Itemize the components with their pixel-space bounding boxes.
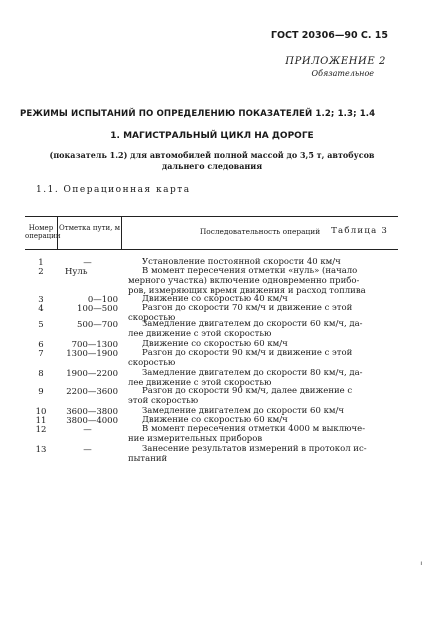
row-path-mark: 0—100 bbox=[87, 295, 118, 305]
row-operation-line: В момент пересечения отметки 4000 м выключе- bbox=[142, 424, 366, 434]
section-description-line-2: дальнего следования bbox=[161, 161, 263, 171]
row-number: 9 bbox=[38, 387, 44, 397]
standard-header: ГОСТ 20306—90 С. 15 bbox=[270, 30, 388, 41]
row-number: 10 bbox=[35, 407, 47, 417]
row-number: 3 bbox=[38, 295, 44, 305]
table-caption: Таблица 3 bbox=[331, 226, 388, 236]
row-path-mark: 2200—3600 bbox=[66, 387, 118, 397]
row-operation bbox=[128, 266, 394, 296]
row-number: 2 bbox=[38, 267, 44, 277]
row-operation bbox=[128, 319, 394, 339]
row-operation-line: Разгон до скорости 90 км/ч, далее движение с bbox=[142, 386, 353, 396]
row-operation-line: ров, измеряющих время движения и расход топлива bbox=[128, 286, 366, 296]
row-path-mark: 100—500 bbox=[77, 304, 118, 314]
column-header-mark: Отметка пути, м bbox=[58, 224, 121, 232]
row-operation bbox=[128, 386, 394, 406]
row-operation-line: Разгон до скорости 90 км/ч и движение с этой bbox=[142, 348, 353, 358]
row-number: 5 bbox=[38, 320, 44, 330]
row-operation-line: Движение со скоростью 40 км/ч bbox=[142, 294, 288, 304]
row-operation bbox=[128, 444, 394, 464]
row-operation-line: мерного участка) включение одновременно прибо- bbox=[128, 276, 360, 286]
row-operation-line: лее движение с этой скоростью bbox=[128, 378, 272, 388]
row-operation-line: Движение со скоростью 60 км/ч bbox=[142, 415, 288, 425]
row-operation-line: Установление постоянной скорости 40 км/ч bbox=[142, 257, 341, 267]
row-number: 7 bbox=[38, 349, 44, 359]
row-number: 6 bbox=[38, 340, 44, 350]
edge-mark: ı bbox=[420, 560, 422, 567]
row-path-mark: Нуль bbox=[65, 267, 88, 277]
row-path-mark: — bbox=[83, 425, 92, 435]
row-operation-line: Замедление двигателем до скорости 80 км/ч, да- bbox=[142, 368, 363, 378]
row-path-mark: 1300—1900 bbox=[66, 349, 118, 359]
table-top-border bbox=[25, 216, 398, 217]
row-operation-line: Разгон до скорости 70 км/ч и движение с этой bbox=[142, 303, 353, 313]
row-path-mark: 3600—3800 bbox=[66, 407, 118, 417]
subsection-heading: 1.1. Операционная карта bbox=[36, 185, 191, 195]
column-header-sequence: Последовательность операций bbox=[199, 227, 321, 236]
section-title: 1. МАГИСТРАЛЬНЫЙ ЦИКЛ НА ДОРОГЕ bbox=[110, 131, 314, 141]
row-operation-line: ние измерительных приборов bbox=[128, 434, 263, 444]
row-operation-line: пытаний bbox=[128, 454, 168, 464]
row-operation-line: лее движение с этой скоростью bbox=[128, 329, 272, 339]
row-operation-line: этой скоростью bbox=[128, 396, 199, 406]
row-operation-line: Движение со скоростью 60 км/ч bbox=[142, 339, 288, 349]
row-number: 13 bbox=[35, 445, 47, 455]
row-operation bbox=[128, 424, 394, 444]
row-number: 12 bbox=[35, 425, 47, 435]
row-operation bbox=[128, 348, 394, 368]
row-operation-line: Замедление двигателем до скорости 60 км/ч, да- bbox=[142, 319, 363, 329]
row-operation bbox=[128, 368, 394, 388]
row-operation-line: В момент пересечения отметки «нуль» (начало bbox=[142, 266, 358, 276]
row-path-mark: 700—1300 bbox=[71, 340, 118, 350]
row-number: 4 bbox=[38, 304, 44, 314]
table-header-border bbox=[25, 249, 398, 250]
row-operation-line: скоростью bbox=[128, 313, 176, 323]
row-operation-line: Замедление двигателем до скорости 60 км/ч bbox=[142, 406, 344, 416]
column-header-number: Номер операции bbox=[25, 224, 61, 240]
row-path-mark: 500—700 bbox=[77, 320, 118, 330]
appendix-title: ПРИЛОЖЕНИЕ 2 bbox=[285, 56, 386, 67]
row-operation-line: скоростью bbox=[128, 358, 176, 368]
main-title: РЕЖИМЫ ИСПЫТАНИЙ ПО ОПРЕДЕЛЕНИЮ ПОКАЗАТЕЛЕЙ 1.2; 1.3; 1.4 bbox=[20, 109, 376, 119]
section-description-line-1: (показатель 1.2) для автомобилей полной массой до 3,5 т, автобусов bbox=[49, 150, 375, 160]
row-operation-line: Занесение результатов измерений в протокол ис- bbox=[142, 444, 367, 454]
row-path-mark: — bbox=[83, 258, 92, 268]
appendix-subtitle: Обязательное bbox=[311, 69, 374, 78]
row-number: 11 bbox=[35, 416, 47, 426]
row-path-mark: 1900—2200 bbox=[66, 369, 118, 379]
row-number: 8 bbox=[38, 369, 44, 379]
row-path-mark: 3800—4000 bbox=[66, 416, 118, 426]
row-number: 1 bbox=[38, 258, 44, 268]
row-path-mark: — bbox=[83, 445, 92, 455]
